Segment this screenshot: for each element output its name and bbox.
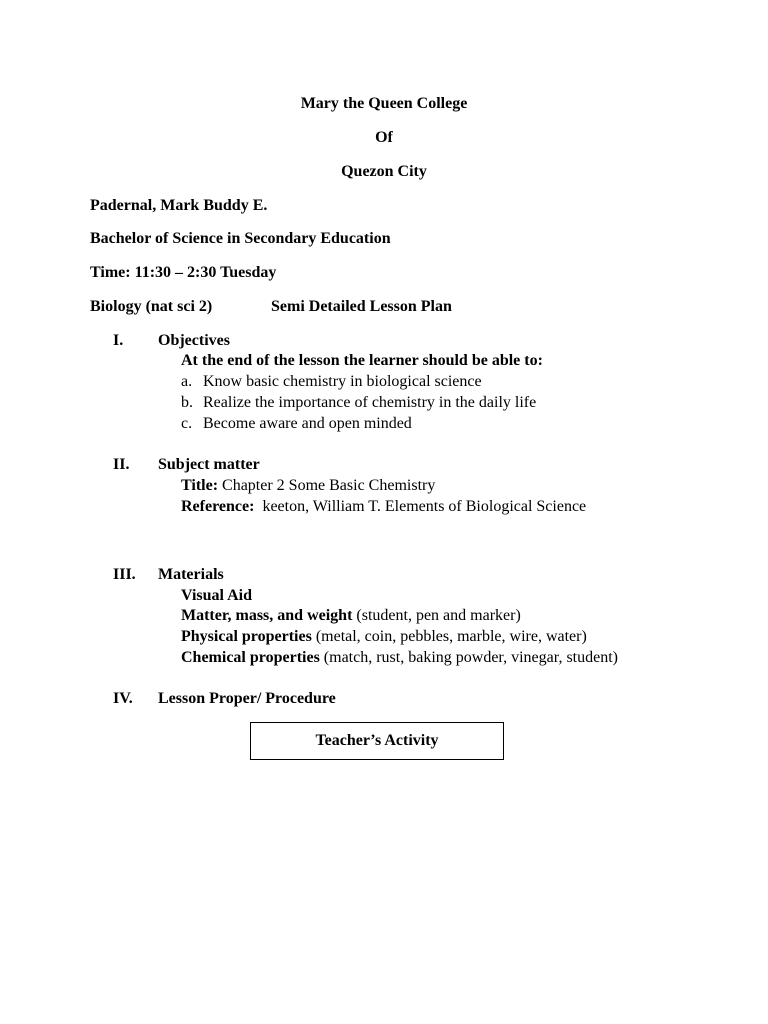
school-name: Mary the Queen College <box>300 95 468 112</box>
objective-item-c: Become aware and open minded <box>203 415 412 432</box>
section-numeral-materials: III. <box>113 566 136 583</box>
objectives-intro: At the end of the lesson the learner should be able to: <box>181 352 543 369</box>
degree-line: Bachelor of Science in Secondary Education <box>90 230 391 247</box>
subject-title-label: Title: <box>181 477 219 494</box>
objective-item-a: Know basic chemistry in biological science <box>203 373 482 390</box>
material-item <box>181 606 521 626</box>
subject-reference-value: keeton, William T. Elements of Biological Science <box>262 498 587 515</box>
material-item-label: Matter, mass, and weight <box>181 607 353 624</box>
school-city: Quezon City <box>341 163 427 180</box>
author-name: Padernal, Mark Buddy E. <box>90 197 268 214</box>
teacher-activity-table-header: Teacher’s Activity <box>250 722 504 760</box>
subject-line: Biology (nat sci 2) <box>90 298 213 315</box>
section-heading-materials: Materials <box>158 566 224 583</box>
material-item-label: Chemical properties <box>181 649 320 666</box>
material-item-detail: (metal, coin, pebbles, marble, wire, water) <box>315 628 587 645</box>
section-heading-procedure: Lesson Proper/ Procedure <box>158 690 336 707</box>
section-numeral-objectives: I. <box>113 332 124 349</box>
material-item <box>181 648 618 668</box>
section-heading-subject-matter: Subject matter <box>158 456 260 473</box>
subject-reference-label: Reference: <box>181 498 255 515</box>
objective-item-c-marker: c. <box>181 415 193 432</box>
time-line: Time: 11:30 – 2:30 Tuesday <box>90 264 277 281</box>
subject-reference-line <box>181 497 586 517</box>
material-item-detail: (match, rust, baking powder, vinegar, student) <box>323 649 618 666</box>
objective-item-a-marker: a. <box>181 373 193 390</box>
plan-type: Semi Detailed Lesson Plan <box>271 298 452 315</box>
section-numeral-procedure: IV. <box>113 690 133 707</box>
objective-item-b-marker: b. <box>181 394 193 411</box>
materials-visual-aid: Visual Aid <box>181 587 252 604</box>
material-item-label: Physical properties <box>181 628 312 645</box>
objective-item-b: Realize the importance of chemistry in the daily life <box>203 394 537 411</box>
subject-title-value: Chapter 2 Some Basic Chemistry <box>222 477 436 494</box>
subject-title-line <box>181 476 435 496</box>
section-numeral-subject-matter: II. <box>113 456 130 473</box>
school-name-of: Of <box>375 129 393 146</box>
section-heading-objectives: Objectives <box>158 332 230 349</box>
material-item <box>181 627 587 647</box>
material-item-detail: (student, pen and marker) <box>356 607 521 624</box>
